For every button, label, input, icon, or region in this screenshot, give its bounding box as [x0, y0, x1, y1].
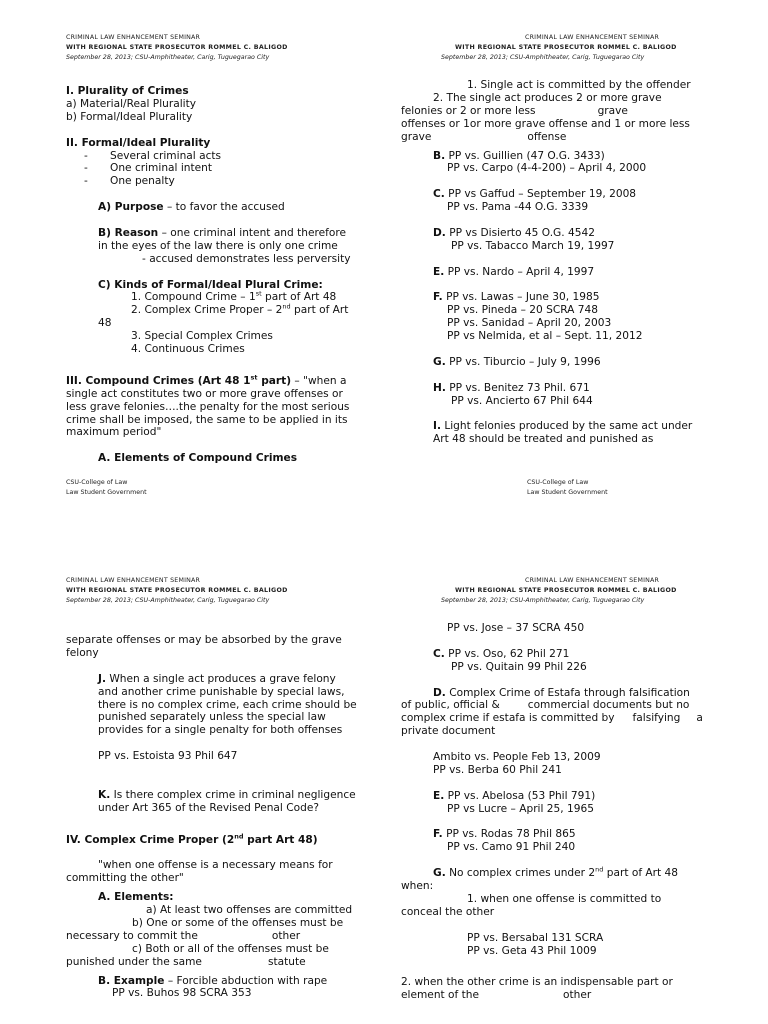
- text-line: conceal the other: [401, 905, 495, 918]
- page-body: [66, 85, 376, 465]
- text-line: "when one offense is a necessary means for: [98, 859, 333, 872]
- text-line: single act constitutes two or more grave offenses or: [66, 387, 343, 400]
- section-heading: III. Compound Crimes (Art 48 1st part) – "when a: [66, 373, 347, 387]
- page-body: [66, 634, 376, 1000]
- text-line: crime shall be imposed, the same to be applied in its: [66, 413, 348, 426]
- list-item: b) One or some of the offenses must be: [132, 916, 344, 929]
- text-line: 48: [98, 317, 112, 330]
- item-d: D. Complex Crime of Estafa through falsification: [433, 686, 690, 699]
- text-line: maximum period": [66, 426, 162, 439]
- list-item: 3. Special Complex Crimes: [131, 330, 273, 343]
- case-item: E. PP vs. Abelosa (53 Phil 791): [433, 789, 596, 802]
- case-item: PP vs Nelmida, et al – Sept. 11, 2012: [447, 330, 643, 343]
- item-k: K. Is there complex crime in criminal negligence: [98, 788, 356, 801]
- text-line: necessary to commit the other: [66, 929, 301, 942]
- case-item: PP vs. Berba 60 Phil 241: [433, 763, 562, 776]
- case-item: PP vs. Tabacco March 19, 1997: [451, 239, 615, 252]
- subsection-heading: A. Elements of Compound Crimes: [98, 452, 298, 465]
- text-line: separate offenses or may be absorbed by the grave: [66, 634, 342, 646]
- case-item: PP vs. Quitain 99 Phil 226: [451, 660, 587, 673]
- case-item: PP vs. Geta 43 Phil 1009: [467, 944, 597, 957]
- page-footer: [66, 478, 147, 498]
- case-item: PP vs Lucre – April 25, 1965: [447, 802, 594, 815]
- text-line: a) Material/Real Plurality: [66, 97, 197, 110]
- case-item: C. PP vs. Oso, 62 Phil 271: [433, 647, 570, 660]
- header-date-venue: September 28, 2013; CSU-Amphitheater, Carig, Tuguegarao City: [66, 54, 270, 61]
- list-item: 1. when one offense is committed to: [467, 892, 662, 905]
- text-line: and another crime punishable by special laws,: [98, 685, 345, 698]
- header-date-venue: September 28, 2013; CSU-Amphitheater, Carig, Tuguegarao City: [66, 597, 270, 604]
- case-item: D. PP vs Disierto 45 O.G. 4542: [433, 226, 595, 239]
- list-item: - One penalty: [84, 175, 175, 188]
- footer-college: CSU-College of Law: [527, 479, 589, 486]
- footer-government: Law Student Government: [527, 489, 608, 496]
- header-speaker: WITH REGIONAL STATE PROSECUTOR ROMMEL C. BALIGOD: [455, 44, 677, 51]
- case-item: Ambito vs. People Feb 13, 2009: [433, 751, 601, 764]
- text-line: grave offense: [401, 130, 567, 143]
- footer-government: Law Student Government: [66, 489, 147, 496]
- case-item: PP vs. Buhos 98 SCRA 353: [112, 987, 252, 1000]
- text-line: felony: [66, 646, 99, 659]
- list-item: 2. when the other crime is an indispensable part or: [401, 976, 673, 989]
- text-line: less grave felonies….the penalty for the most serious: [66, 400, 350, 413]
- list-item: a) At least two offenses are committed: [146, 904, 353, 917]
- case-item: C. PP vs Gaffud – September 19, 2008: [433, 188, 637, 201]
- text-line: private document: [401, 725, 496, 738]
- text-line: element of the other: [401, 989, 592, 1002]
- list-item: - Several criminal acts: [84, 149, 222, 162]
- section-heading: I. Plurality of Crimes: [66, 85, 189, 97]
- case-item: F. PP vs. Rodas 78 Phil 865: [433, 828, 576, 841]
- text-line: of public, official & commercial documents but no: [401, 699, 690, 712]
- header-speaker: WITH REGIONAL STATE PROSECUTOR ROMMEL C. BALIGOD: [66, 587, 288, 594]
- page-header: [441, 576, 695, 606]
- purpose-line: A) Purpose – to favor the accused: [98, 201, 285, 214]
- list-item: 4. Continuous Crimes: [131, 343, 245, 356]
- page-2: [401, 79, 706, 446]
- section-heading: IV. Complex Crime Proper (2nd part Art 48): [66, 831, 318, 846]
- text-line: provides for a single penalty for both offenses: [98, 724, 343, 737]
- case-item: PP vs. Jose – 37 SCRA 450: [447, 622, 585, 634]
- list-item: 2. The single act produces 2 or more grave: [433, 91, 662, 104]
- case-item: F. PP vs. Lawas – June 30, 1985: [433, 291, 600, 304]
- example-line: B. Example – Forcible abduction with rape: [98, 974, 328, 987]
- case-item: B. PP vs. Guillien (47 O.G. 3433): [433, 149, 605, 162]
- header-seminar-title: CRIMINAL LAW ENHANCEMENT SEMINAR: [66, 577, 201, 584]
- case-item: PP vs. Camo 91 Phil 240: [447, 841, 576, 854]
- header-speaker: WITH REGIONAL STATE PROSECUTOR ROMMEL C. BALIGOD: [66, 44, 288, 51]
- header-seminar-title: CRIMINAL LAW ENHANCEMENT SEMINAR: [66, 34, 201, 41]
- case-item: PP vs. Bersabal 131 SCRA: [467, 931, 604, 944]
- header-date-venue: September 28, 2013; CSU-Amphitheater, Carig, Tuguegarao City: [441, 54, 645, 61]
- page-1: [66, 33, 376, 465]
- subsection-heading: A. Elements:: [98, 891, 174, 904]
- text-line: offenses or 1or more grave offense and 1 or more less: [401, 117, 690, 130]
- item-g: G. No complex crimes under 2nd part of Art 48: [433, 865, 679, 880]
- case-item: PP vs. Pama -44 O.G. 3339: [447, 201, 589, 214]
- case-item: PP vs. Pineda – 20 SCRA 748: [447, 304, 598, 317]
- page-header: [66, 33, 376, 63]
- case-item: G. PP vs. Tiburcio – July 9, 1996: [433, 355, 601, 368]
- text-line: Art 48 should be treated and punished as: [433, 433, 654, 446]
- list-item: 1. Compound Crime – 1st part of Art 48: [131, 289, 337, 304]
- header-date-venue: September 28, 2013; CSU-Amphitheater, Carig, Tuguegarao City: [441, 597, 645, 604]
- case-item: PP vs. Estoista 93 Phil 647: [98, 750, 238, 763]
- header-seminar-title: CRIMINAL LAW ENHANCEMENT SEMINAR: [525, 577, 660, 584]
- list-item: 1. Single act is committed by the offender: [467, 79, 691, 91]
- list-item: - One criminal intent: [84, 162, 213, 175]
- text-line: punished separately unless the special law: [98, 711, 326, 724]
- footer-college: CSU-College of Law: [66, 479, 128, 486]
- case-item: I. Light felonies produced by the same act under: [433, 420, 693, 433]
- text-line: committing the other": [66, 872, 184, 885]
- text-line: complex crime if estafa is committed by falsifying a: [401, 712, 703, 725]
- page-header: [441, 33, 695, 63]
- list-item: 2. Complex Crime Proper – 2nd part of Art: [131, 302, 349, 317]
- case-item: PP vs. Ancierto 67 Phil 644: [451, 394, 593, 407]
- header-seminar-title: CRIMINAL LAW ENHANCEMENT SEMINAR: [525, 34, 660, 41]
- section-heading: II. Formal/Ideal Plurality: [66, 136, 211, 149]
- text-line: punished under the same statute: [66, 955, 306, 968]
- case-item: H. PP vs. Benitez 73 Phil. 671: [433, 381, 590, 394]
- page-3: [66, 576, 376, 1000]
- text-line: in the eyes of the law there is only one crime: [98, 239, 338, 252]
- case-item: PP vs. Carpo (4-4-200) – April 4, 2000: [447, 162, 647, 175]
- text-line: - accused demonstrates less perversity: [142, 252, 351, 265]
- kinds-heading: C) Kinds of Formal/Ideal Plural Crime:: [98, 278, 323, 291]
- page-4: [401, 622, 706, 1002]
- text-line: under Art 365 of the Revised Penal Code?: [98, 801, 319, 814]
- case-item: PP vs. Sanidad – April 20, 2003: [447, 317, 612, 330]
- reason-line: B) Reason – one criminal intent and therefore: [98, 226, 346, 239]
- text-line: when:: [401, 880, 434, 893]
- text-line: felonies or 2 or more less grave: [401, 104, 628, 117]
- item-j: J. When a single act produces a grave felony: [98, 672, 336, 685]
- page-footer: [527, 478, 608, 498]
- text-line: b) Formal/Ideal Plurality: [66, 110, 193, 123]
- page-header: [66, 576, 376, 606]
- case-item: E. PP vs. Nardo – April 4, 1997: [433, 265, 595, 278]
- list-item: c) Both or all of the offenses must be: [132, 942, 329, 955]
- text-line: there is no complex crime, each crime should be: [98, 698, 357, 711]
- header-speaker: WITH REGIONAL STATE PROSECUTOR ROMMEL C. BALIGOD: [455, 587, 677, 594]
